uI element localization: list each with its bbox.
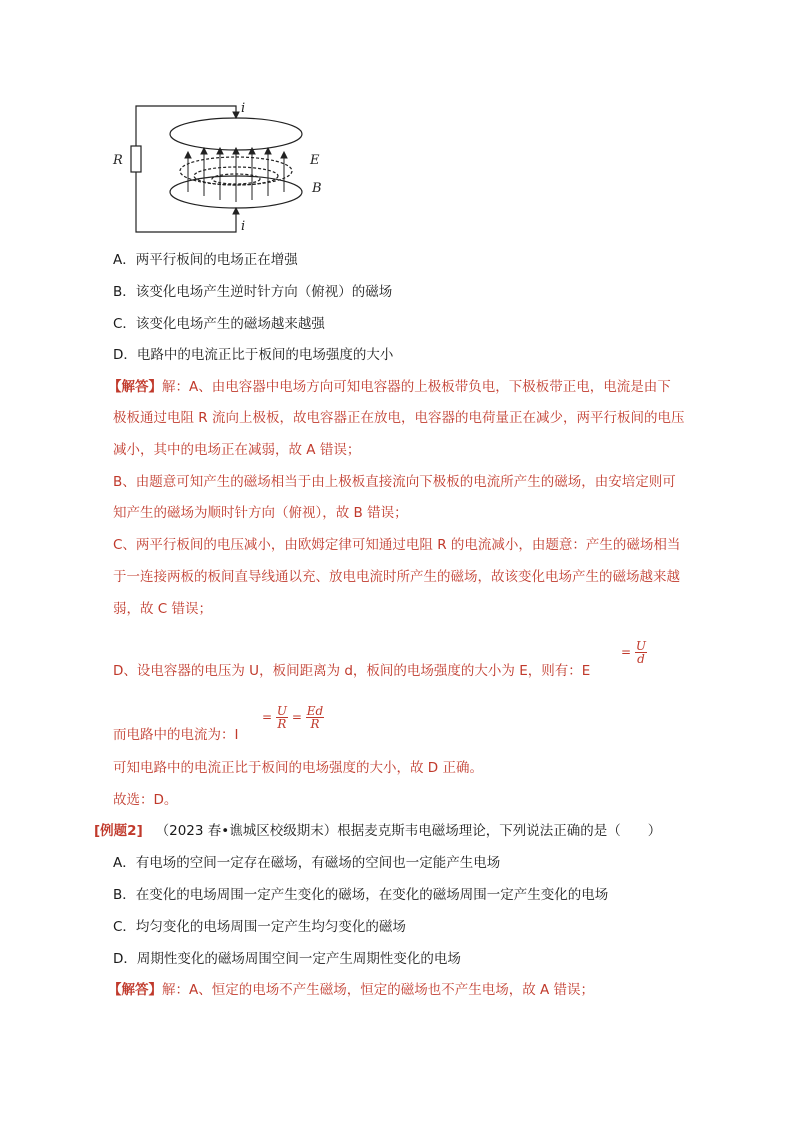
q1-answer-line-11: 可知电路中的电流正比于板间的电场强度的大小，故 D 正确。: [113, 760, 483, 776]
q2-option-d: D．周期性变化的磁场周围空间一定产生周期性变化的电场: [113, 951, 461, 967]
q1-answer-line-1: [108, 377, 671, 397]
q2-option-b: B．在变化的电场周围一定产生变化的磁场，在变化的磁场周围一定产生变化的电场: [113, 887, 609, 903]
q1-answer-line-9: D、设电容器的电压为 U，板间距离为 d，板间的电场强度的大小为 E，则有：E: [113, 663, 591, 679]
fraction-ed-over-r: [306, 705, 324, 730]
q1-answer-line-2: 极板通过电阻 R 流向上极板，故电容器正在放电，电容器的电荷量正在减少，两平行板间的电压: [113, 410, 685, 426]
q1-option-c: C．该变化电场产生的磁场越来越强: [113, 316, 325, 332]
q1-answer-line-10: 而电路中的电流为：I: [113, 727, 239, 743]
answer-text: 解：A、由电容器中电场方向可知电容器的上极板带负电，下极板带正电，电流是由下: [162, 379, 671, 395]
answer-tag: 【解答】: [108, 982, 162, 998]
fraction-u-over-r: [276, 705, 288, 730]
example-tag: [例题2]: [94, 823, 143, 839]
answer-text: 解：A、恒定的电场不产生磁场，恒定的磁场也不产生电场，故 A 错误；: [162, 982, 595, 998]
q1-answer-line-3: 减小，其中的电场正在减弱，故 A 错误；: [113, 442, 361, 458]
fraction-denominator: R: [277, 717, 287, 731]
fraction-u-over-d: [635, 640, 647, 665]
formula-e-eq: =: [621, 645, 632, 659]
fraction-denominator: d: [637, 652, 645, 666]
q2-option-a: A．有电场的空间一定存在磁场，有磁场的空间也一定能产生电场: [113, 855, 501, 871]
current-label-top: i: [241, 101, 246, 116]
electric-field-label: E: [310, 153, 320, 168]
fraction-numerator: Ed: [306, 704, 324, 718]
formula-e: [621, 640, 647, 665]
q1-answer-line-4: B、由题意可知产生的磁场相当于由上极板直接流向下极板的电流所产生的磁场，由安培定则可: [113, 474, 676, 490]
q1-answer-line-12: 故选：D。: [113, 792, 178, 808]
q2-stem: [94, 821, 661, 841]
q1-answer-line-5: 知产生的磁场为顺时针方向（俯视），故 B 错误；: [113, 505, 408, 521]
formula-i-eq1: =: [262, 710, 273, 724]
q1-answer-line-6: C、两平行板间的电压减小，由欧姆定律可知通过电阻 R 的电流减小，由题意：产生的磁场相当: [113, 537, 681, 553]
q1-answer-line-8: 弱，故 C 错误；: [113, 601, 213, 617]
formula-i-eq2: =: [291, 710, 302, 724]
q2-option-c: C．均匀变化的电场周围一定产生均匀变化的磁场: [113, 919, 406, 935]
formula-i: [262, 705, 324, 730]
q2-stem-text: （2023 春•谯城区校级期末）根据麦克斯韦电磁场理论，下列说法正确的是（ ）: [155, 823, 662, 839]
resistor-label: R: [113, 153, 123, 168]
current-label-bottom: i: [241, 219, 246, 234]
q1-option-a: A．两平行板间的电场正在增强: [113, 252, 298, 268]
capacitor-circuit-diagram: [108, 96, 338, 238]
fraction-numerator: U: [635, 639, 647, 653]
q1-answer-line-7: 于一连接两板的板间直导线通以充、放电电流时所产生的磁场，故该变化电场产生的磁场越来越: [113, 569, 680, 585]
q1-option-d: D．电路中的电流正比于板间的电场强度的大小: [113, 347, 394, 363]
fraction-numerator: U: [276, 704, 288, 718]
q2-answer-line: [108, 980, 594, 1000]
fraction-denominator: R: [310, 717, 320, 731]
answer-tag: 【解答】: [108, 379, 162, 395]
magnetic-field-label: B: [312, 181, 322, 196]
q1-option-b: B．该变化电场产生逆时针方向（俯视）的磁场: [113, 284, 393, 300]
